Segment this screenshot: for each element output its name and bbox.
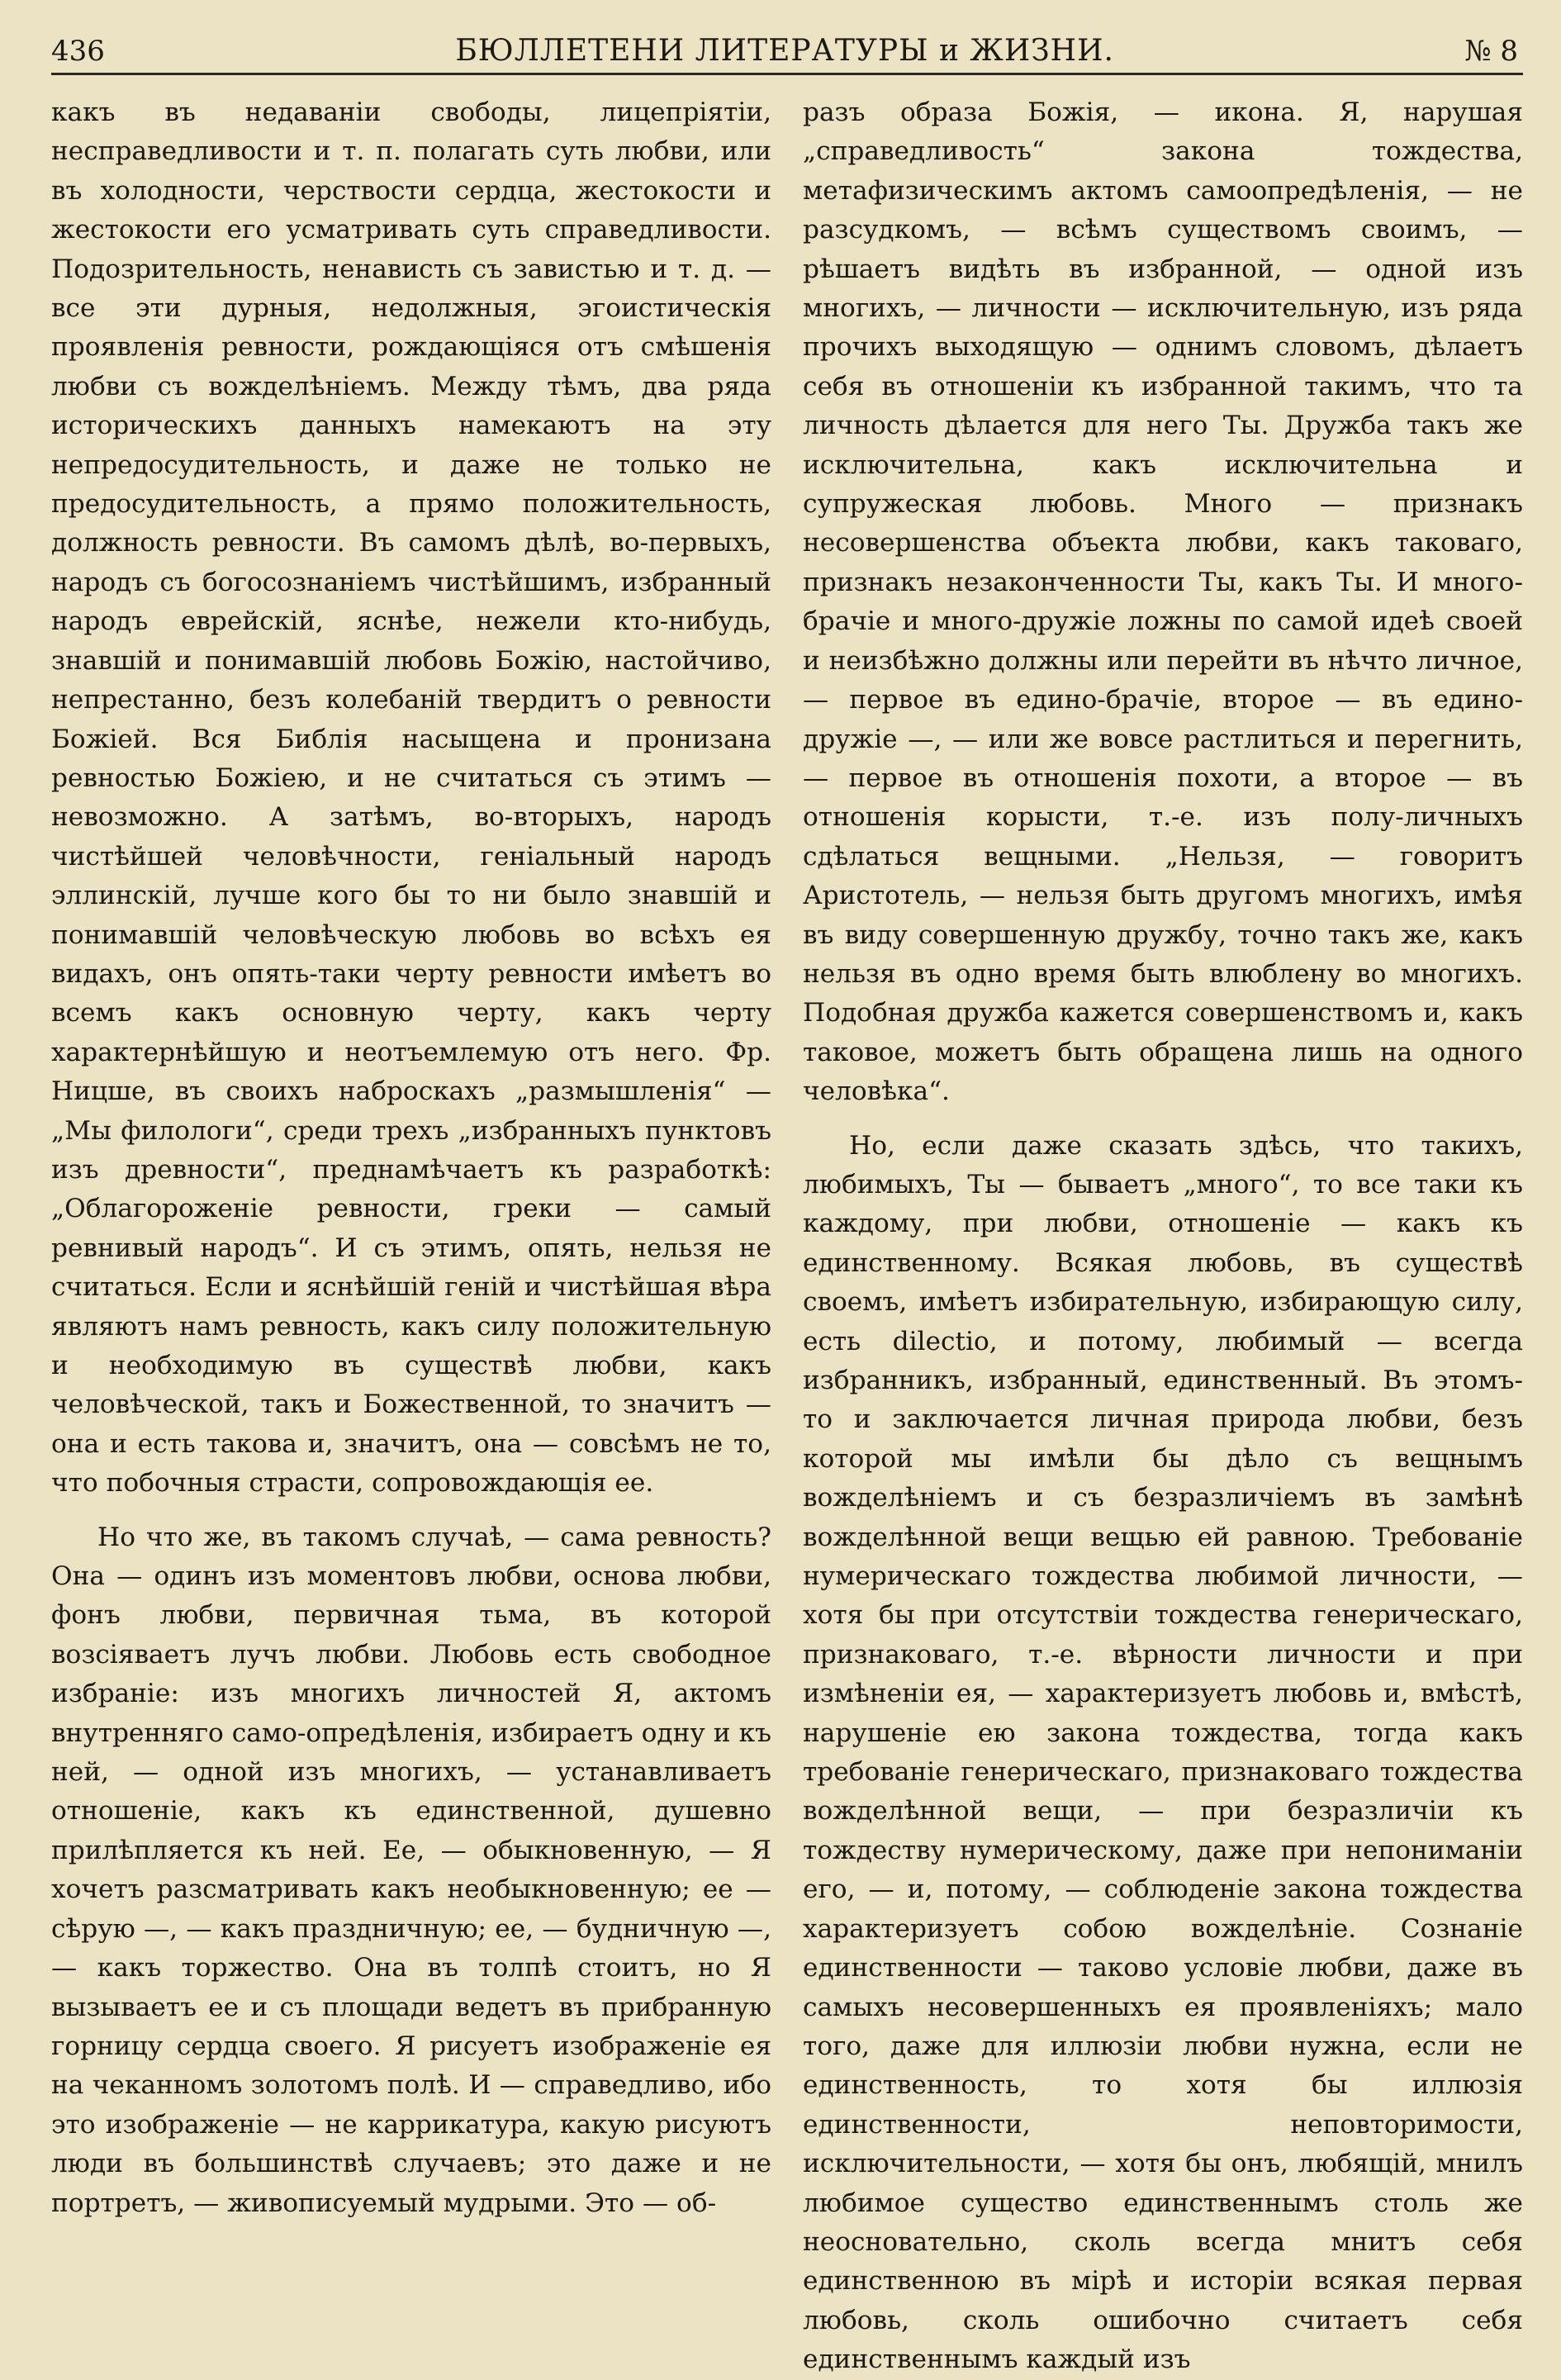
running-header — [51, 18, 1523, 75]
right-column — [803, 93, 1523, 2380]
paragraph: Но что же, въ такомъ случаѣ, — сама ревность? Она — одинъ изъ моментовъ любви, основа любви, фонъ любви, первичная тьма, въ которой возсіяваетъ лучъ любви. Любовь есть свободное избраніе: изъ многихъ личностей Я, актомъ внутренняго само-опредѣленія, избираетъ одну и къ ней, — одной изъ многихъ, — устанавливаетъ отношеніе, какъ къ единственной, душевно прилѣпляется къ ней. Ее, — обыкновенную, — Я хочетъ разсматривать какъ необыкновенную; ее — сѣрую —, — какъ праздничную; ее, — будничную —, — какъ торжество. Она въ толпѣ стоитъ, но Я вызываетъ ее и съ площади ведетъ въ прибранную горницу сердца своего. Я рисуетъ изображеніе ея на чеканномъ золотомъ полѣ. И — справедливо, ибо это изображеніе — не каррикатура, какую рисуютъ люди въ большинствѣ случаевъ; это даже и не портретъ, — живописуемый мудрыми. Это — об- — [51, 1522, 771, 2218]
journal-title: БЮЛЛЕТЕНИ ЛИТЕРАТУРЫ и ЖИЗНИ. — [455, 34, 1114, 68]
page-number: 436 — [51, 35, 105, 68]
left-column — [51, 93, 771, 2380]
text-columns — [51, 93, 1523, 2380]
paragraph: какъ въ недаваніи свободы, лицепріятіи, несправедливости и т. п. полагать суть любви, или въ холодности, черствости сердца, жестокости и жестокости его усматривать суть справедливости. Подозрительность, ненависть съ завистью и т. д. — все эти дурныя, недолжныя, эгоистическія проявленія ревности, рождающіяся отъ смѣшенія любви съ вожделѣніемъ. Между тѣмъ, два ряда историческихъ данныхъ намекаютъ на эту непредосудительность, и даже не только не предосудительность, а прямо положительность, должность ревности. Въ самомъ дѣлѣ, во-первыхъ, народъ съ богосознаніемъ чистѣйшимъ, избранный народъ еврейскій, яснѣе, нежели кто-нибудь, знавшій и понимавшій любовь Божію, настойчиво, непрестанно, безъ колебаній твердитъ о ревности Божіей. Вся Библія насыщена и пронизана ревностью Божіею, и не считаться съ этимъ — невозможно. А затѣмъ, во-вторыхъ, народъ чистѣйшей человѣчности, геніальный народъ эллинскій, лучше кого бы то ни было знавшій и понимавшій человѣческую любовь во всѣхъ ея видахъ, онъ опять-таки черту ревности имѣетъ во всемъ какъ основную черту, какъ черту характернѣйшую и неотъемлемую отъ него. Фр. Ницше, въ своихъ наброскахъ „размышленія“ — „Мы филологи“, среди трехъ „избранныхъ пунктовъ изъ древности“, преднамѣчаетъ къ разработкѣ: „Облагороженіе ревности, греки — самый ревнивый народъ“. И съ этимъ, опять, нельзя не считаться. Если и яснѣйшій геній и чистѣйшая вѣра являютъ намъ ревность, какъ силу положительную и необходимую въ существѣ любви, какъ человѣческой, такъ и Божественной, то значитъ — она и есть такова и, значитъ, она — совсѣмъ не то, что побочныя страсти, сопровождающія ее. — [51, 97, 771, 1499]
paragraph: разъ образа Божія, — икона. Я, нарушая „справедливость“ закона тождества, метафизическимъ актомъ самоопредѣленія, — не разсудкомъ, — всѣмъ существомъ своимъ, — рѣшаетъ видѣть въ избранной, — одной изъ многихъ, — личности — исключительную, изъ ряда прочихъ выходящую — однимъ словомъ, дѣлаетъ себя въ отношеніи къ избранной такимъ, что та личность дѣлается для него Ты. Дружба такъ же исключительна, какъ исключительна и супружеская любовь. Много — признакъ несовершенства объекта любви, какъ таковаго, признакъ незаконченности Ты, какъ Ты. И много-брачіе и много-дружіе ложны по самой идеѣ своей и неизбѣжно должны или перейти въ нѣчто личное, — первое въ едино-брачіе, второе — въ едино-дружіе —, — или же вовсе растлиться и перегнить, — первое въ отношенія похоти, а второе — въ отношенія корысти, т.-е. изъ полу-личныхъ сдѣлаться вещными. „Нельзя, — говоритъ Аристотель, — нельзя быть другомъ многихъ, имѣя въ виду совершенную дружбу, точно такъ же, какъ нельзя въ одно время быть влюблену во многихъ. Подобная дружба кажется совершенствомъ и, какъ таковое, можетъ быть обращена лишь на одного человѣка“. — [803, 97, 1523, 1107]
issue-number: № 8 — [1464, 35, 1518, 68]
paragraph: Но, если даже сказать здѣсь, что такихъ, любимыхъ, Ты — бываетъ „много“, то все таки къ каждому, при любви, отношеніе — какъ къ единственному. Всякая любовь, въ существѣ своемъ, имѣетъ избирательную, избирающую силу, есть dilectio, и потому, любимый — всегда избранникъ, избранный, единственный. Въ этомъ-то и заключается личная природа любви, безъ которой мы имѣли бы дѣло съ вещнымъ вожделѣніемъ и съ безразличіемъ въ замѣнѣ вожделѣнной вещи вещью ей равною. Требованіе нумерическаго тождества любимой личности, — хотя бы при отсутствіи тождества генерическаго, признаковаго, т.-е. вѣрности личности и при измѣненіи ея, — характеризуетъ любовь и, вмѣстѣ, нарушеніе ею закона тождества, тогда какъ требованіе генерическаго, признаковаго тождества вожделѣнной вещи, — при безразличіи къ тождеству нумерическому, даже при непониманіи его, — и, потому, — соблюденіе закона тождества характеризуетъ собою вожделѣніе. Сознаніе единственности — таково условіе любви, даже въ самыхъ несовершенныхъ ея проявленіяхъ; мало того, даже для иллюзіи любви нужна, если не единственность, то хотя бы иллюзія единственности, неповторимости, исключительности, — хотя бы онъ, любящій, мнилъ любимое существо единственнымъ столь же неосновательно, сколь всегда мнитъ себя единственною въ мірѣ и исторіи всякая первая любовь, сколь ошибочно считаетъ себя единственнымъ каждый изъ — [803, 1130, 1523, 2375]
